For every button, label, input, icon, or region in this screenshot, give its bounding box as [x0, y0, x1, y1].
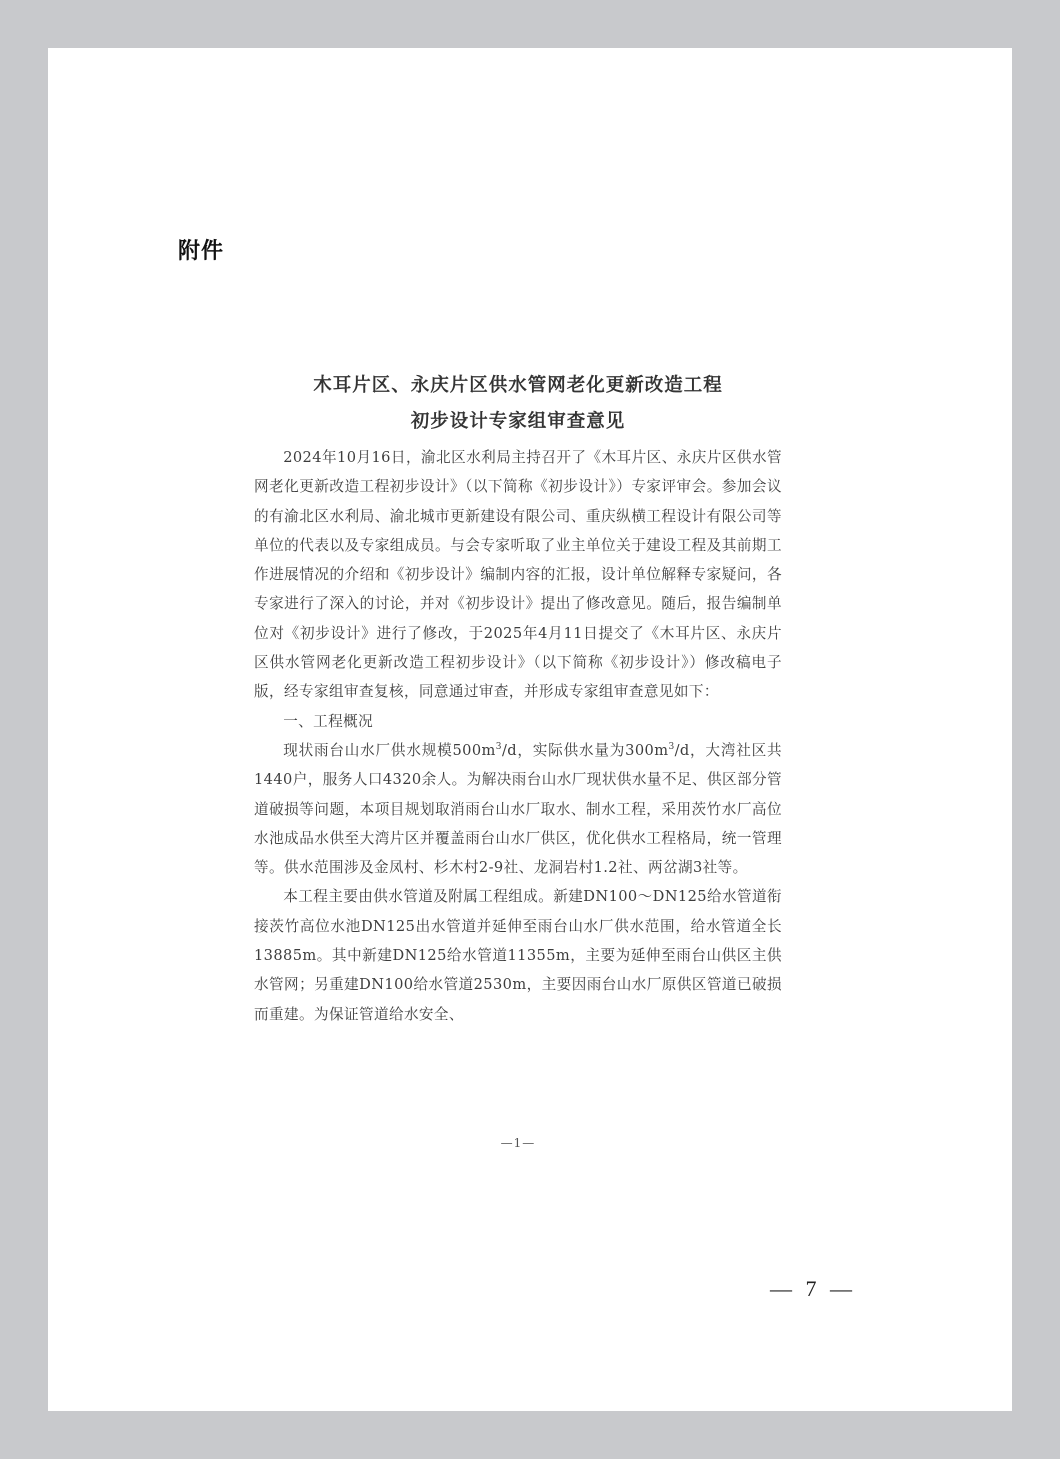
section-heading-overview: 一、工程概况	[283, 712, 374, 730]
paragraph-meeting-summary: 2024年10月16日，渝北区水利局主持召开了《木耳片区、永庆片区供水管网老化更新改造工程初步设计》（以下简称《初步设计》）专家评审会。参加会议的有渝北区水利局、渝北城市更新建设有限公司、重庆纵横工程设计有限公司等单位的代表以及专家组成员。与会专家听取了业主单位关于建设工程及其前期工作进展情况的介绍和《初步设计》编制内容的汇报，设计单位解释专家疑问，各专家进行了深入的讨论，并对《初步设计》提出了修改意见。随后，报告编制单位对《初步设计》进行了修改，于2025年4月11日提交了《木耳片区、永庆片区供水管网老化更新改造工程初步设计》（以下简称《初步设计》）修改稿电子版，经专家组审查复核，同意通过审查，并形成专家组审查意见如下：	[254, 449, 782, 701]
document-title-line-1: 木耳片区、永庆片区供水管网老化更新改造工程	[313, 375, 723, 396]
document-page	[48, 48, 1012, 1411]
page-number: — 7 —	[770, 1276, 856, 1301]
attachment-label: 附件	[178, 239, 225, 264]
superscript-3: 3	[668, 742, 675, 753]
superscript-3: 3	[495, 742, 502, 753]
document-title-line-2: 初步设计专家组审查意见	[410, 411, 626, 432]
overview-text-a: 现状雨台山水厂供水规模500m	[283, 741, 496, 759]
paragraph-project-components: 本工程主要由供水管道及附属工程组成。新建DN100～DN125给水管道衔接茨竹高位水池DN125出水管道并延伸至雨台山水厂供水范围，给水管道全长13885m。其中新建DN125给水管道11355m，主要为延伸至雨台山供区主供水管网；另重建DN100给水管道2530m，主要因雨台山水厂原供区管道已破损而重建。为保证管道给水安全、	[254, 888, 782, 1023]
overview-text-b: /d，实际供水量为300m	[501, 741, 669, 759]
paragraph-project-overview	[254, 736, 782, 882]
scanned-document	[254, 368, 782, 1029]
overview-text-c: /d，大湾社区共1440户，服务人口4320余人。为解决雨台山水厂现状供水量不足、供区部分管道破损等问题，本项目规划取消雨台山水厂取水、制水工程，采用茨竹水厂高位水池成品水供至大湾片区并覆盖雨台山水厂供区，优化供水工程格局，统一管理等。供水范围涉及金凤村、杉木村2-9社、龙洞岩村1.2社、两岔湖3社等。	[254, 741, 782, 877]
scanned-page-number: —1—	[500, 1136, 536, 1150]
